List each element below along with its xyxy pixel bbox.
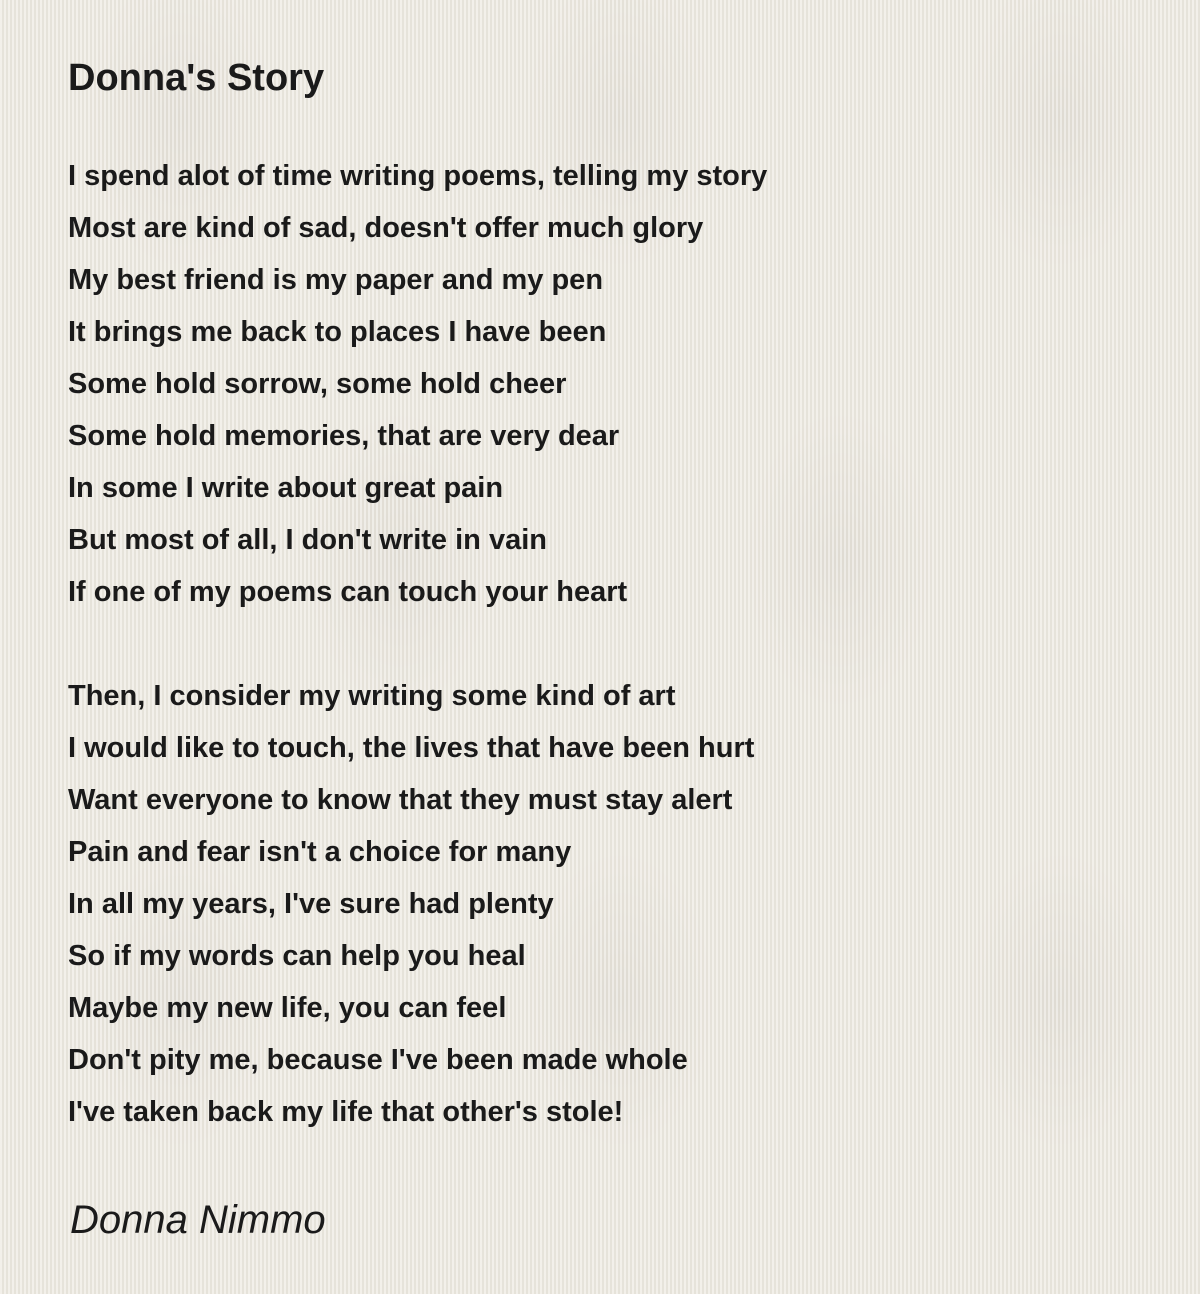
poem-line: My best friend is my paper and my pen [68,264,604,296]
poem-line: Want everyone to know that they must stay alert [68,784,733,816]
poem-line: I spend alot of time writing poems, telling my story [68,160,768,192]
poem-title: Donna's Story [68,57,325,99]
poem-line: So if my words can help you heal [68,940,526,972]
poem-line: Most are kind of sad, doesn't offer much glory [68,212,704,244]
poem-line: Then, I consider my writing some kind of art [68,680,676,712]
poem-line: I would like to touch, the lives that have been hurt [68,732,755,764]
poem-line: In some I write about great pain [68,472,504,504]
poem-line: Maybe my new life, you can feel [68,992,507,1024]
poem-line: If one of my poems can touch your heart [68,576,628,608]
poem-line: I've taken back my life that other's stole! [68,1096,624,1128]
poem-line: It brings me back to places I have been [68,316,607,348]
poem-line: In all my years, I've sure had plenty [68,888,554,920]
poem-body [68,150,767,1190]
poem-author: Donna Nimmo [70,1198,326,1242]
stanza-2 [68,670,767,1138]
poem-line: Pain and fear isn't a choice for many [68,836,572,868]
stanza-1 [68,150,767,618]
poem-line: Some hold memories, that are very dear [68,420,620,452]
poem-line: Don't pity me, because I've been made whole [68,1044,688,1076]
poem-line: But most of all, I don't write in vain [68,524,547,556]
poem-line: Some hold sorrow, some hold cheer [68,368,567,400]
